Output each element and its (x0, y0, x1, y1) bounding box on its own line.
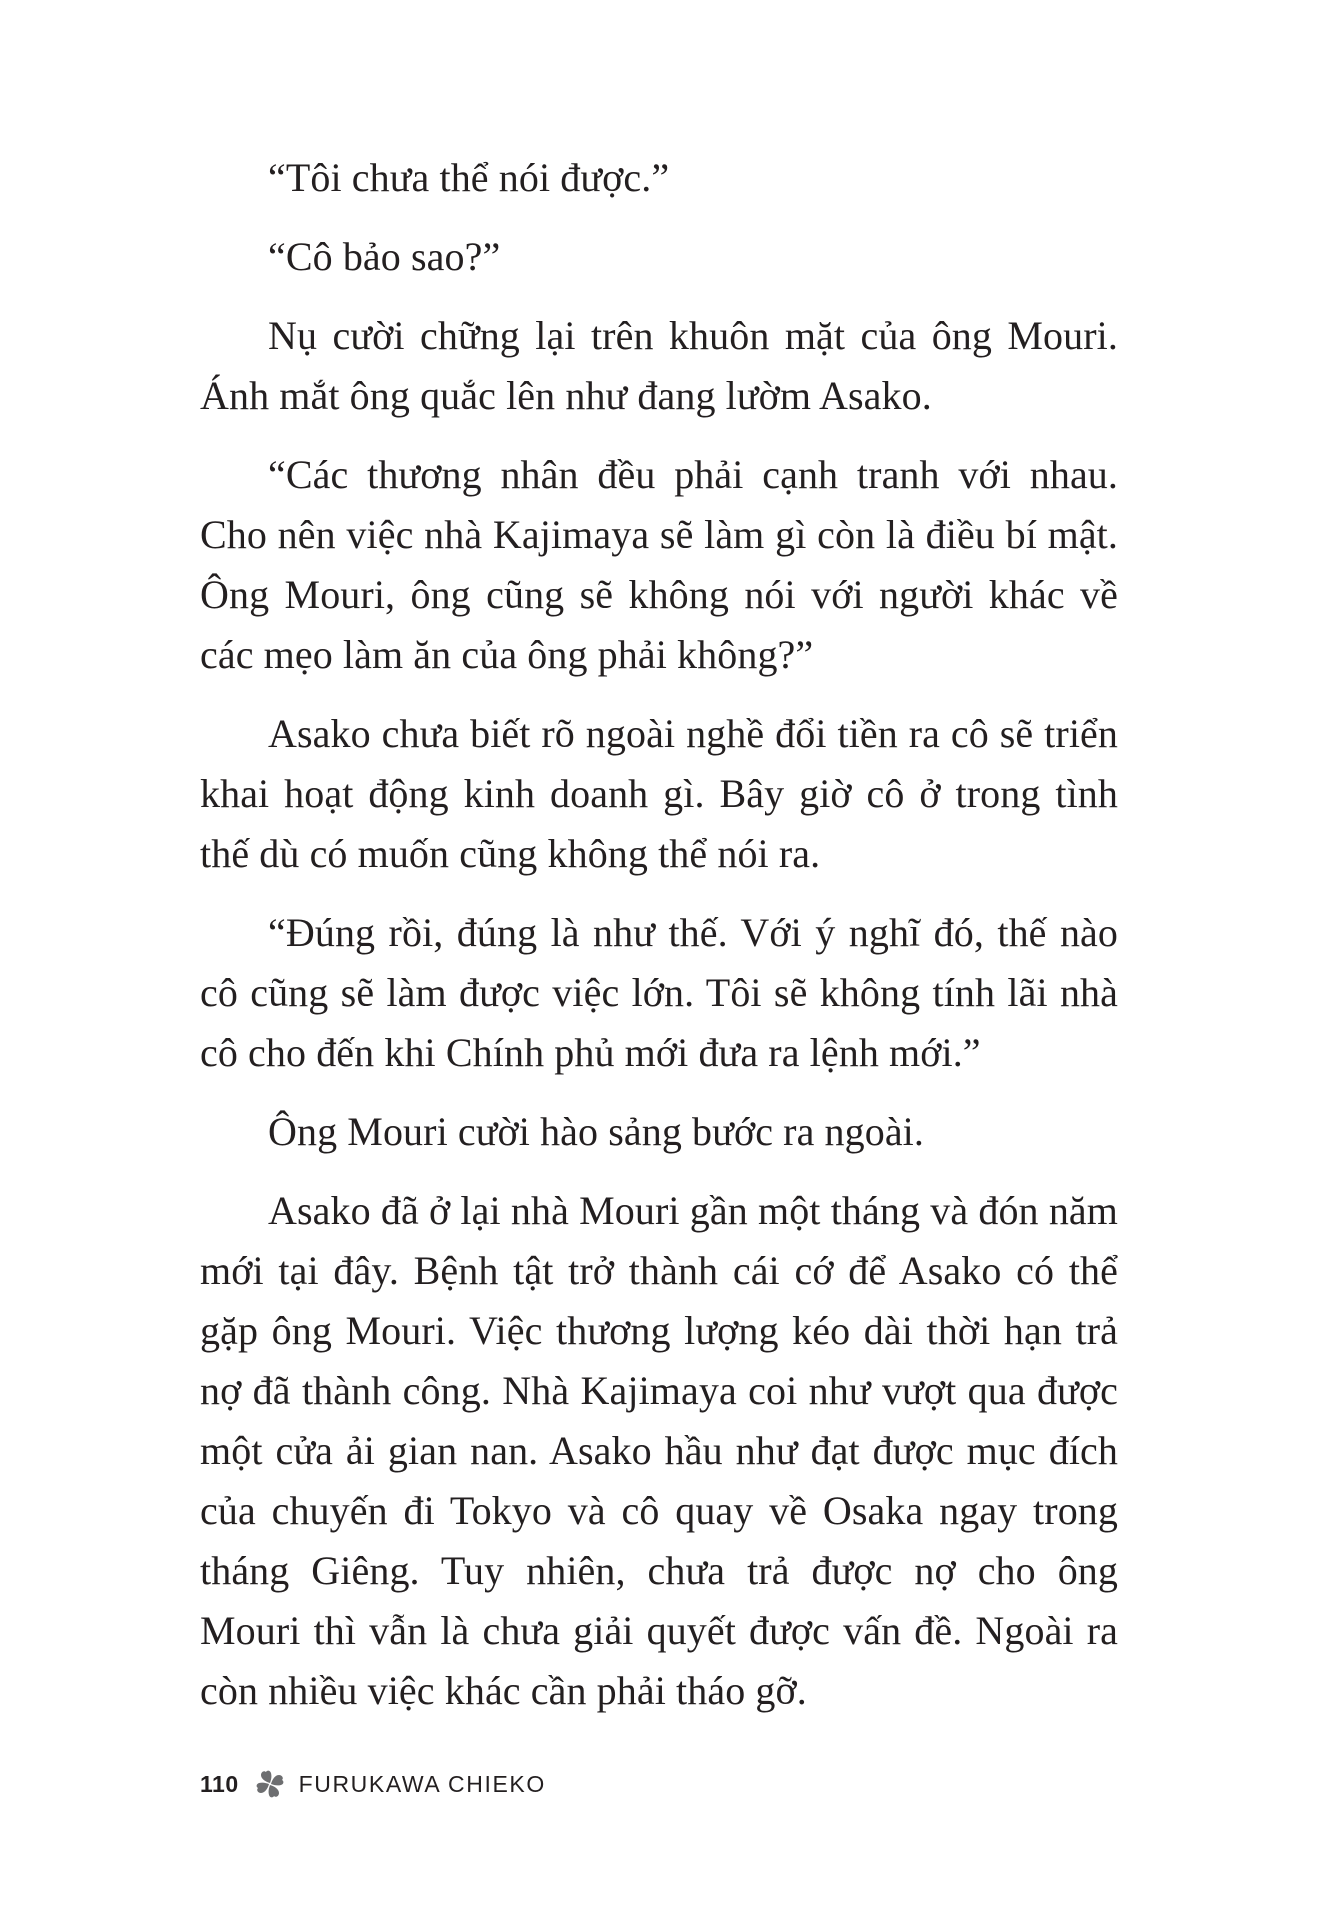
paragraph-5: Asako chưa biết rõ ngoài nghề đổi tiền ra cô sẽ triển khai hoạt động kinh doanh gì. Bây giờ cô ở trong tình thế dù có muốn cũng không thể nói ra. (200, 711, 1118, 876)
paragraph-2: “Cô bảo sao?” (268, 234, 501, 279)
paragraph-1: “Tôi chưa thể nói được.” (268, 155, 670, 200)
paragraph-7: Ông Mouri cười hào sảng bước ra ngoài. (268, 1109, 924, 1154)
page-footer (200, 1764, 546, 1804)
paragraph-8: Asako đã ở lại nhà Mouri gần một tháng và đón năm mới tại đây. Bệnh tật trở thành cái cớ để Asako có thể gặp ông Mouri. Việc thương lượng kéo dài thời hạn trả nợ đã thành công. Nhà Kajimaya coi như vượt qua được một cửa ải gian nan. Asako hầu như đạt được mục đích của chuyến đi Tokyo và cô quay về Osaka ngay trong tháng Giêng. Tuy nhiên, chưa trả được nợ cho ông Mouri thì vẫn là chưa giải quyết được vấn đề. Ngoài ra còn nhiều việc khác cần phải tháo gỡ. (200, 1188, 1118, 1713)
page-body (200, 148, 1118, 1740)
clover-icon (253, 1767, 287, 1801)
author-name: FURUKAWA CHIEKO (298, 1770, 546, 1797)
paragraph-6: “Đúng rồi, đúng là như thế. Với ý nghĩ đó, thế nào cô cũng sẽ làm được việc lớn. Tôi sẽ không tính lãi nhà cô cho đến khi Chính phủ mới đưa ra lệnh mới.” (200, 910, 1118, 1075)
page-number: 110 (200, 1770, 239, 1797)
paragraph-3: Nụ cười chững lại trên khuôn mặt của ông Mouri. Ánh mắt ông quắc lên như đang lườm Asako. (200, 313, 1118, 418)
paragraph-4: “Các thương nhân đều phải cạnh tranh với nhau. Cho nên việc nhà Kajimaya sẽ làm gì còn là điều bí mật. Ông Mouri, ông cũng sẽ không nói với người khác về các mẹo làm ăn của ông phải không?” (200, 452, 1118, 677)
